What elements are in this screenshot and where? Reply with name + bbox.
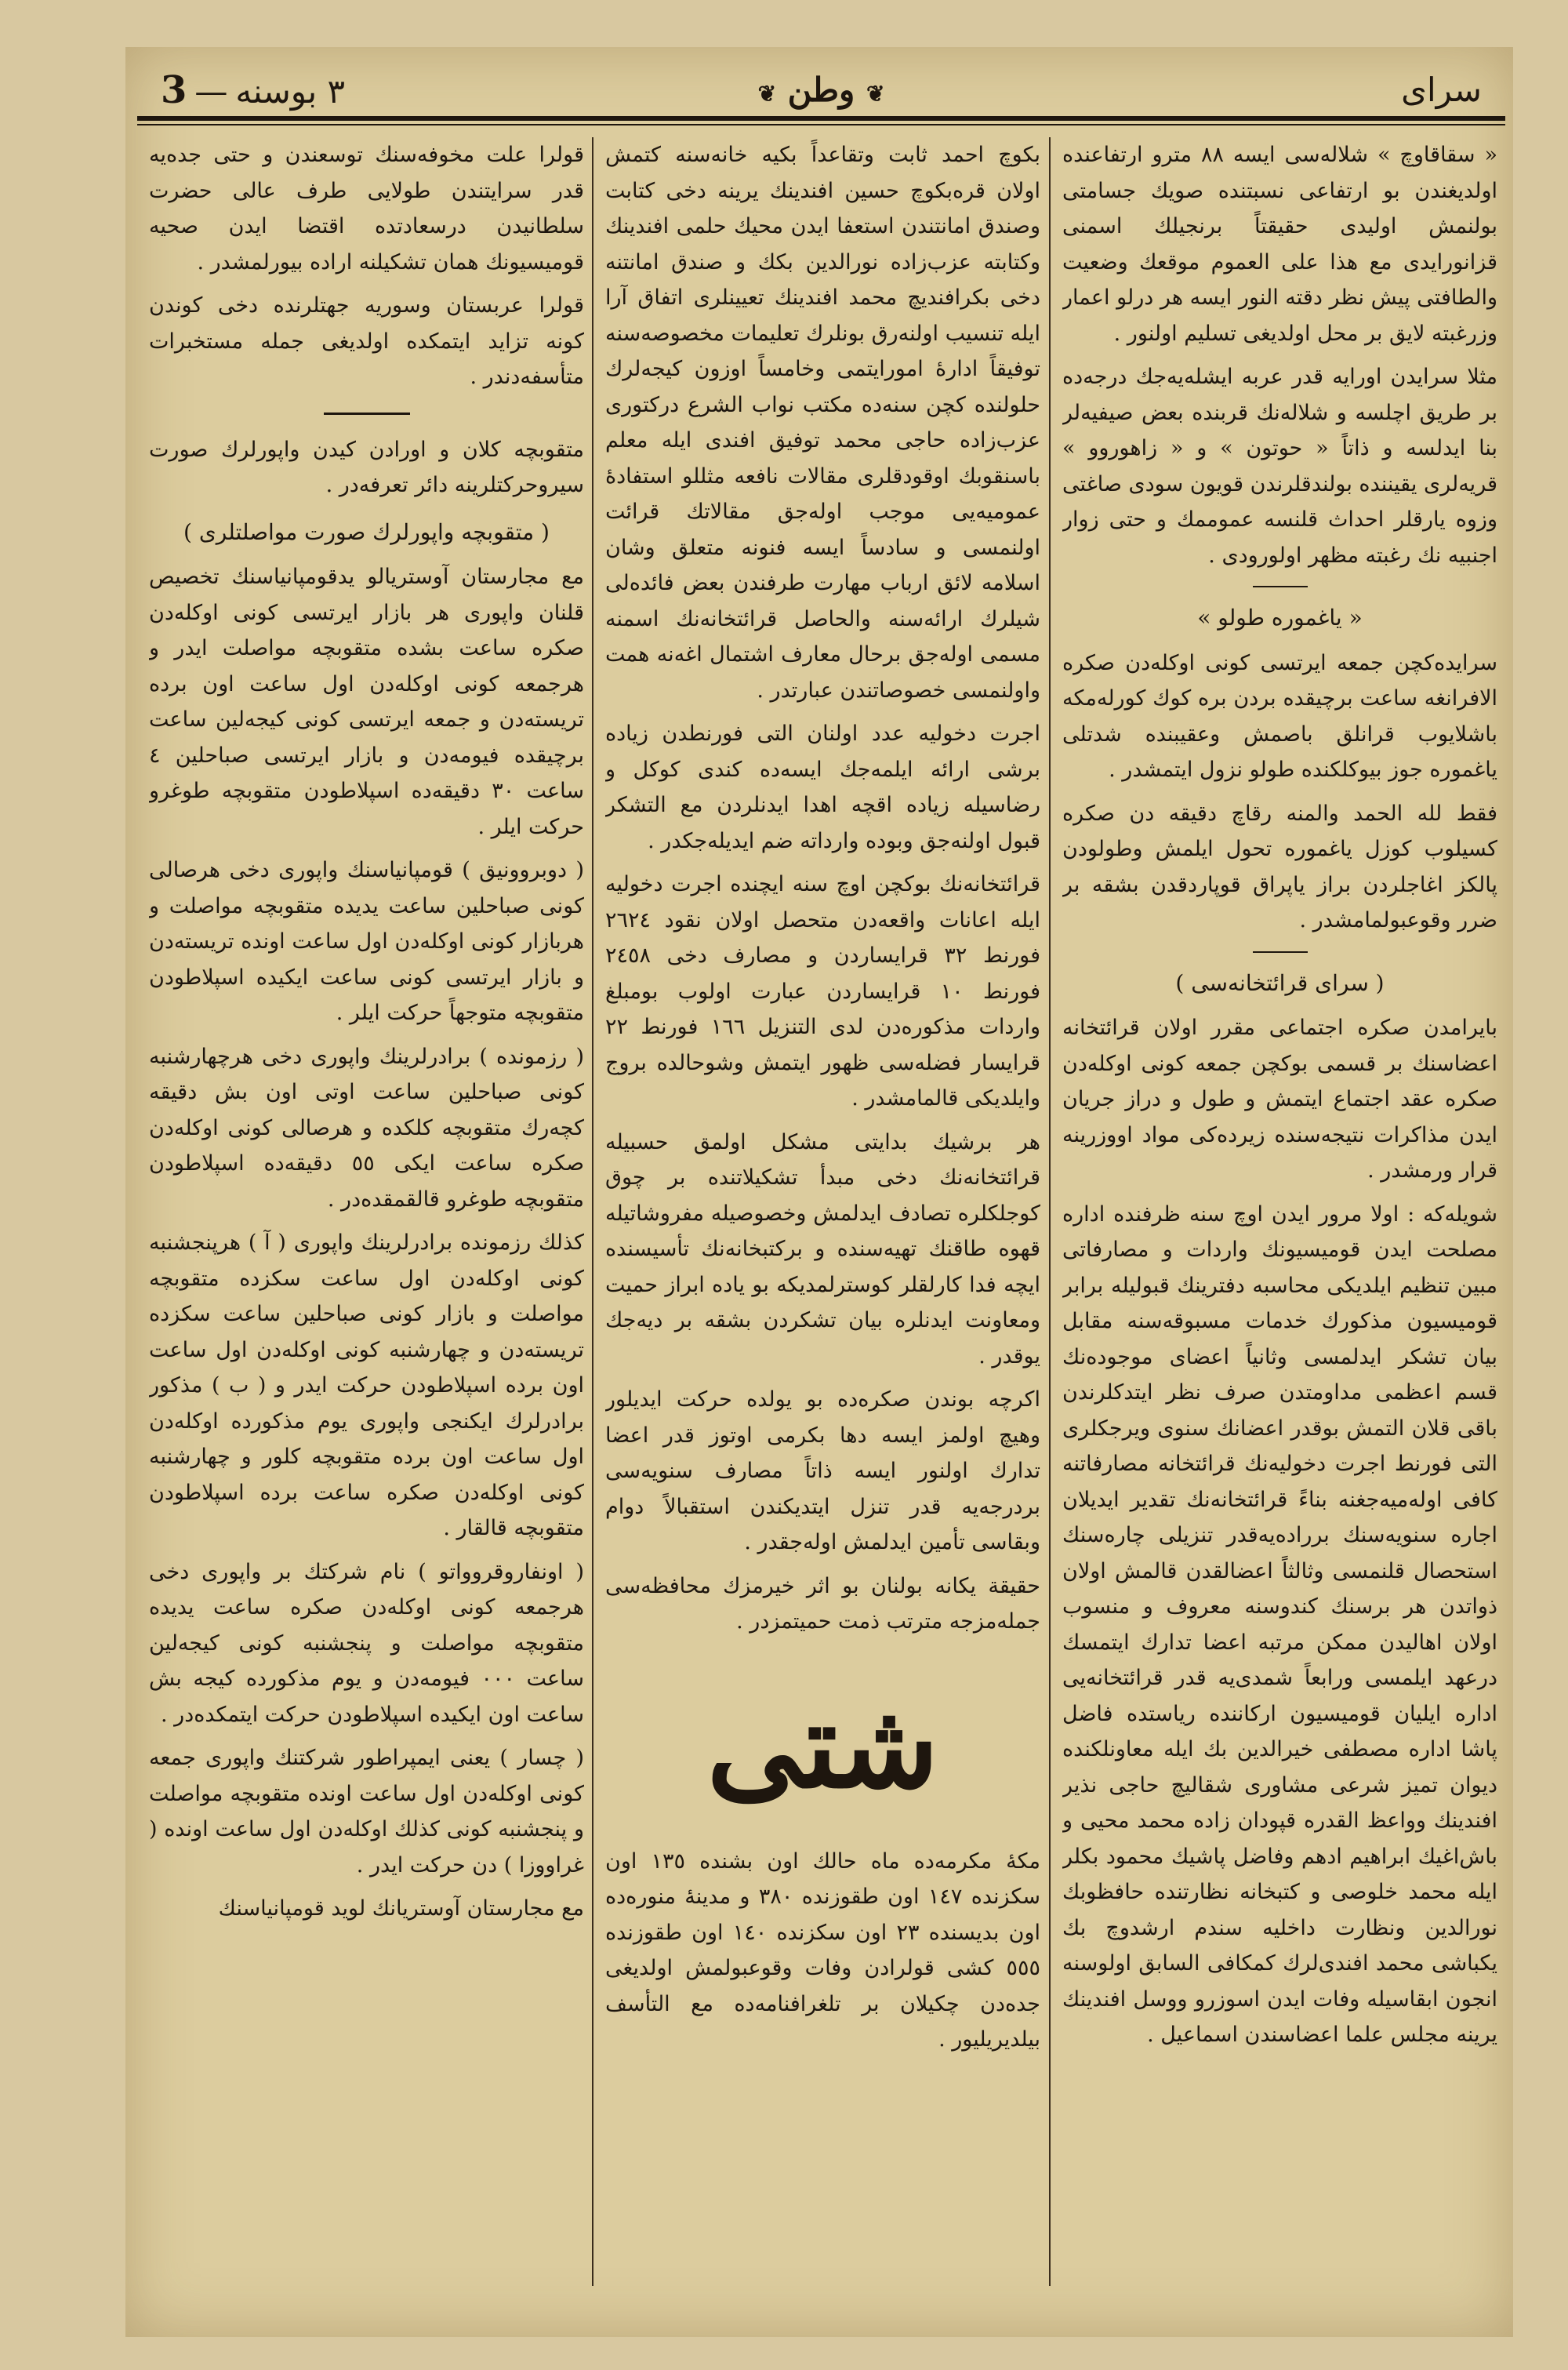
section-divider: [1253, 586, 1308, 587]
column-divider: [1049, 137, 1051, 2286]
section-divider: [324, 413, 410, 415]
article-paragraph: قولرا علت مخوفه‌سنك توسعندن و حتی جده‌یه قدر سرایتندن طولایی طرف عالی حضرت سلطانیدن درسعادتده اقتضا ایدن صحیه قومیسیونك همان تشکیلنه اراده بیورلمشدر .: [149, 143, 584, 274]
page-number-latin: 3: [161, 68, 187, 112]
article-paragraph: حقیقة یکانه بولنان بو اثر خیرمزك محافظه‌سی جمله‌مزجه مترتب ذمت حمیتمزدر .: [605, 1573, 1040, 1634]
article-paragraph: ( چسار ) یعنی ایمپراطور شرکتنك واپوری جمعه کونی اوکله‌دن اول ساعت اونده متقوبچه مواصلت و پنجشنبه کونی کذلك اوکله‌دن اول ساعت اونده ( غراووزا ) دن حرکت ایدر .: [149, 1746, 584, 1877]
article-paragraph: هر برشیك بدایتی مشکل اولمق حسبیله قرائتخانه‌نك دخی مبدأ تشکیلاتنده بر چوق کوجلکلره تصادف ایدلمش وخصوصیله مفروشاتیله قهوه طاقنك تهیه‌سنده و برکتبخانه‌نك تأسیسنده ایچه فدا کارلقلر کوسترلمدیکه بو یاده ابراز حمیت ومعاونت ایدنلره بیان تشکردن بشقه بر دیه‌جك یوقدر .: [605, 1129, 1040, 1369]
article-paragraph: بایرامدن صکره اجتماعی مقرر اولان قرائتخانه اعضاسنك بر قسمی بوکچن جمعه کونی اوکله‌دن صکره عقد اجتماع ایتمش و طول و دراز جریان ایدن مذاکرات نتیجه‌سنده زیرده‌کی مواد اووزرینه قرار ورمشدر .: [1062, 1016, 1497, 1183]
article-paragraph: ( دوبروونیق ) قومپانیاسنك واپوری دخی هرصالی کونی صباحلین ساعت یدیده متقوبچه مواصلت و هربازار کونی اوکله‌دن اول ساعت اونده تریسته‌دن و بازار ایرتسی کونی ساعت ایکیده اسپلاطودن متقوبچه متوجهاً حرکت ایلر .: [149, 858, 584, 1025]
masthead-title: [758, 71, 885, 114]
masthead-rule-thin: [137, 124, 1505, 125]
article-paragraph: « سقاقاوچ » شلاله‌سی ایسه ٨٨ مترو ارتفاعنده اولدیغندن بو ارتفاعی نسبتنده صویك جسامتی بولنمش اولیدی حقیقتاً برنجیلك اسمنی قزانورایدی مع هذا علی العموم موقعك وضعیت والطافتی پیش نظر دقته النور ایسه هر درلو اعمار وزرغبته لایق بر محل اولدیغی تسلیم اولنور .: [1062, 143, 1497, 346]
article-paragraph: قرائتخانه‌نك بوکچن اوچ سنه ایچنده اجرت دخولیه ایله اعانات واقعه‌دن متحصل اولان نقود ٢٦٢٤ فورنط ٣٢ قرایساردن و مصارف دخی ٢٤٥٨ فورنط ١٠ قرایساردن عبارت اولوب بومبلغ واردات مذکوره‌دن لدی التنزیل ١٦٦ فورنط ٢٢ قرایسار فضله‌سی ظهور ایتمش وشوحالده بروج وایلدیکی قالمامشدر .: [605, 872, 1040, 1110]
article-paragraph: کذلك رزمونده برادرلرینك واپوری ( آ ) هرپنجشنبه کونی اوکله‌دن اول ساعت سکزده متقوبچه مواصلت و بازار کونی صباحلین ساعت سکزده تریسته‌دن و چهارشنبه کونی اوکله‌دن اول ساعت اون برده اسپلاطودن حرکت ایدر و ( ب ) مذکور برادرلرك ایکنجی واپوری یوم مذکورده اوکله‌دن اول ساعت اون برده متقوبچه کلور و چهارشنبه کونی اوکله‌دن صکره ساعت برده اسپلاطودن متقوبچه قالقار .: [149, 1230, 584, 1540]
article-paragraph: قولرا عربستان وسوریه جهتلرنده دخی کوندن کونه تزاید ایتمکده اولدیغی جمله مستخبرات متأسفه‌دندر .: [149, 293, 584, 389]
article-paragraph: اجرت دخولیه عدد اولنان التی فورنطدن زیاده برشی ارائه ایلمه‌جك ایسه‌ده کندی کوکل و رضاسیله زیاده اقچه اهدا ایدنلردن مع التشکر قبول اولنه‌جق وبوده وارداته ضم ایدیله‌جکدر .: [605, 722, 1040, 853]
article-paragraph: ( اونفاروقروواتو ) نام شرکتك بر واپوری دخی هرجمعه کونی اوکله‌دن صکره ساعت یدیده متقوبچه مواصلت و پنجشنبه کونی کیجه‌لین ساعت ٠٠٠ فیومه‌دن و یوم مذکورده کیجه بش ساعت اون ایکیده اسپلاطودن حرکت ایتمکده‌در .: [149, 1559, 584, 1727]
article-paragraph: اکرچه بوندن صکره‌ده بو یولده حرکت ایدیلور وهیچ اولمز ایسه دها بکرمی اوتوز قدر اعضا تدارك اولنور ایسه ذاتاً مصارف سنویه‌سی بردرجه‌یه قدر تنزل ایتدیکندن استقبالاً دوام وبقاسی تأمین ایدلمش اوله‌جقدر .: [605, 1387, 1040, 1554]
article-paragraph: سرایده‌کچن جمعه ایرتسی کونی اوکله‌دن صکره الافرانغه ساعت برچیقده بردن بره کوك کورله‌مکه باشلایوب قرانلق باصمش وعقیبنده شدتلی یاغموره جوز بیوکلکنده طولو نزول ایتمشدر .: [1062, 650, 1497, 782]
article-paragraph: فقط لله الحمد والمنه رقاچ دقیقه دن صکره کسیلوب کوزل یاغموره تحول ایلمش وطولودن پالکز اغاجلردن براز یاپراق قوپاردقدن بشقه بر ضرر وقوعبولمامشدر .: [1062, 801, 1497, 932]
masthead-rule: [137, 116, 1505, 121]
page-number: 3 — ٣ بوسنه: [161, 68, 346, 112]
section-divider: [1253, 951, 1308, 953]
article-paragraph: بکوچ احمد ثابت وتقاعداً بکیه خانه‌سنه کتمش اولان قره‌بکوچ حسین افندینك یرینه دخی کتابت وصندق امانتندن استعفا ایدن محیك حلمی افندینك وکتابته عزب‌زاده نورالدین بکك و صندق امانتنه دخی بکرافندیچ محمد افندینك تعیینلری اتفاق آرا ایله تنسیب اولنه‌رق بونلرك تعلیمات مخصوصه‌سنه توفیقاً اداره‌ٔ امورایتمی وخامساً اوزون کیجه‌لرك حلولنده کچن سنه‌ده مکتب نواب الشرع درکتوری عزب‌زاده حاجی محمد توفیق افندی ایله معلم باسنقوبك اوقودقلری مقالات نافعه مثللو استفاده‌ٔ عمومیه‌یی موجب اوله‌جق مقالاتك قرائت اولنمسی و سادساً ایسه فنونه متعلق وشان اسلامه لائق ارباب مهارت طرفندن بعض فائده‌لی شیلرك ارائه‌سنه والحاصل قرائتخانه‌نك اسمنه‌ مسمی اوله‌جق برحال معارف اشتمال اغه‌نه همت واولنمسی خصوصاتندن عبارتدر .: [605, 143, 1040, 703]
ornament-icon: ❦: [866, 81, 885, 107]
page-number-arabic: ٣: [327, 72, 346, 111]
column-right: [1062, 137, 1497, 2286]
section-heading: ( متقوبچه واپورلرك صورت مواصلتلری ): [183, 518, 550, 545]
article-paragraph: مع مجارستان آوستریانك لوید قومپانیاسنك: [218, 1896, 584, 1921]
news-title: شتی: [706, 1676, 939, 1815]
ornament-icon: ❦: [757, 81, 777, 107]
article-paragraph: متقوبچه کلان و اورادن کیدن واپورلرك صورت سیروحرکتلرینه دائر تعرفه‌در .: [149, 437, 584, 497]
masthead-city: سرای: [1401, 71, 1482, 109]
paper-name: وطن: [787, 71, 855, 109]
article-paragraph: ( رزمونده ) برادرلرینك واپوری دخی هرچهارشنبه کونی صباحلین ساعت اوتی اون بش دقیقه کچه‌رك متقوبچه کلکده و هرصالی کونی اوکله‌دن صکره ساعت ایکی ٥٥ دقیقه‌ده اسپلاطودن متقوبچه طوغرو قالقمقده‌در .: [149, 1044, 584, 1212]
article-paragraph: مثلا سرایدن اورایه قدر عربه ایشله‌یه‌جك درجه‌ده بر طریق اچلسه و شلاله‌نك قربنده بعض صیفیه‌لر بنا ایدلسه و ذاتاً « حوتون » و « زاهوروو » قریه‌لری یقیننده بولندقلرندن قویون سودی صاغتی وزوه یارقلر احداث قلنسه عموممك و حتی زوار اجنبیه نك رغبته مظهر اولورودی .: [1062, 365, 1497, 568]
column-left: [149, 137, 584, 2286]
article-paragraph: مع مجارستان آوستریالو یدقومپانیاسنك تخصیص قلنان واپوری هر بازار ایرتسی کونی اوکله‌دن صکره ساعت بشده متقوبچه مواصلت ایدر و هرجمعه کونی اوکله‌دن اول ساعت اون برده تریسته‌دن و جمعه ایرتسی کونی کیجه‌لین ساعت برچیقده فیومه‌دن و بازار ایرتسی صباحلین ٤ ساعت ٣٠ دقیقه‌ده اسپلاطودن متقوبچه طوغرو حرکت ایلر .: [149, 565, 584, 839]
column-divider: [592, 137, 593, 2286]
section-heading: ( سرای قرائتخانه‌سی ): [1175, 969, 1385, 996]
article-paragraph: شویله‌که : اولا مرور ایدن اوچ سنه ظرفنده اداره مصلحت ایدن قومیسیونك واردات و مصارفاتی مبین تنظیم ایلدیکی محاسبه دفترینك قبولیله برابر قومیسیون مذکورك خدمات مسبوقه‌سنه مقابل بیان تشکر ایدلمسی وثانیاً اعضای موجوده‌نك قسم اعظمی مداومتدن صرف نظر ایتدکلرندن باقی قلان التمش بوقدر اعضانك سنوی ویرجکلری التی فورنط اجرت دخولیه‌نك قرائتخانه مصارفاتنه کافی اوله‌میه‌جغنه بناءً قرائتخانه‌نك تقدیر ایدیلان اجاره سنویه‌سنك برراده‌یه‌قدر تنزیلی چاره‌سنك استحصال قلنمسی وثالثاً اعضالقدن قالمش اولان ذواتدن هر برسنك کندوسنه معروف و منسوب اولان اهالیدن ممکن مرتبه اعضا تدارك ایتمسك درعهد ایلمسی ورابعاً شمدی‌یه قدر قرائتخانه‌یی اداره ایلیان قومیسیون ارکاننده ریاستده فاضل پاشا اداره مصطفی خیرالدین بك ایله معاونلکنده دیوان تمیز شرعی مشاوری شقالیچ حاجی نذیر افندینك وواعظ القدره قپودان زاده محمد محیی و باش‌اغیك ابراهیم ادهم وفاضل پاشیك محمود بکلر ایله محمد خلوصی و کتبخانه نظارتنده حافظوبك نورالدین ونظارت داخلیه‌ سندم ارشدوچ بك یکباشی محمد افندی‌لرك کمکافی السابق اولوسنه انجون ابقاسیله وفات ایدن اسوزرو ووسل افندینك یرینه مجلس علما اعضاسندن اسماعیل .: [1062, 1201, 1497, 2047]
issue-label: بوسنه: [235, 72, 318, 111]
column-middle: [605, 137, 1040, 2286]
article-paragraph: مکهٔ مکرمه‌ده ماه حالك اون بشنده ١٣٥ اون سکزنده ١٤٧ اون طقوزنده ٣٨٠ و مدینهٔ منوره‌ده اون بدیسنده ٢٣ اون سکزنده ١٤٠ اون طقوزنده ٥٥٥ کشی قولرادن وفات وقوعبولمش اولدیغی جده‌دن چکیلان بر تلغرافنامه‌ده مع التأسف بیلدیریلیور .: [605, 1848, 1040, 2052]
section-heading: « یاغموره طولو »: [1197, 605, 1363, 631]
